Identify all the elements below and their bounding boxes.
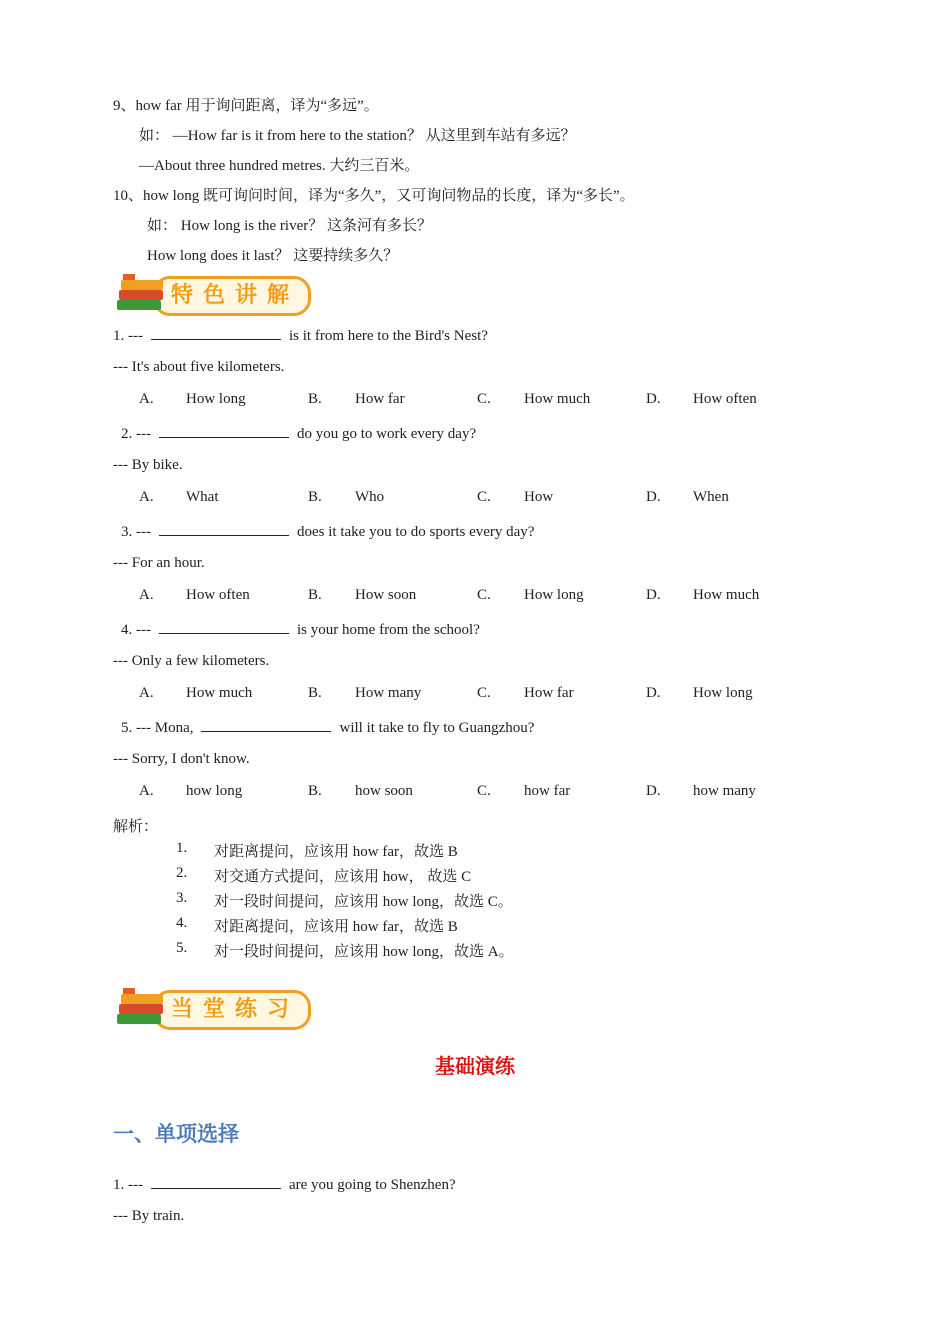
answer-blank[interactable] bbox=[159, 423, 289, 438]
subtitle: 基础演练 bbox=[435, 1054, 515, 1078]
analysis-text: 对交通方式提问，应该用 how， 故选 C bbox=[214, 869, 472, 885]
question-response: --- By bike. bbox=[113, 457, 183, 473]
exercise-answer: --- By train. bbox=[113, 1208, 185, 1224]
question-suffix: will it take to fly to Guangzhou? bbox=[339, 720, 535, 736]
analysis-text: 对距离提问，应该用 how far，故选 B bbox=[214, 919, 458, 935]
option-letter: C. bbox=[477, 391, 491, 407]
option-text[interactable]: How long bbox=[693, 685, 753, 701]
option-text[interactable]: How much bbox=[524, 391, 591, 407]
question-suffix: does it take you to do sports every day? bbox=[297, 524, 535, 540]
analysis-text: 对距离提问，应该用 how far，故选 B bbox=[214, 844, 458, 860]
option-letter: D. bbox=[646, 685, 661, 701]
books-icon bbox=[113, 984, 173, 1032]
note-9-example-2: —About three hundred metres. 大约三百米。 bbox=[139, 158, 420, 174]
option-text[interactable]: How bbox=[524, 489, 554, 505]
banner-title: 当堂练习 bbox=[171, 997, 300, 1022]
section-banner-practice bbox=[113, 984, 313, 1032]
option-text[interactable]: How many bbox=[355, 685, 422, 701]
note-10: 10、how long 既可询问时间，译为“多久”，又可询问物品的长度，译为“多长”。 bbox=[113, 188, 635, 204]
option-text[interactable]: How often bbox=[186, 587, 250, 603]
section-banner-features bbox=[113, 270, 313, 318]
answer-blank[interactable] bbox=[159, 521, 289, 536]
question-suffix: is it from here to the Bird's Nest? bbox=[289, 328, 488, 344]
option-text[interactable]: how soon bbox=[355, 783, 413, 799]
analysis-number: 2. bbox=[176, 865, 188, 881]
analysis-text: 对一段时间提问，应该用 how long，故选 A。 bbox=[214, 944, 514, 960]
exercise-prefix: 1. --- bbox=[113, 1177, 143, 1193]
option-letter: B. bbox=[308, 489, 322, 505]
option-letter: A. bbox=[139, 783, 154, 799]
exercise-question bbox=[113, 1174, 456, 1194]
option-text[interactable]: How far bbox=[355, 391, 405, 407]
option-text[interactable]: How long bbox=[186, 391, 246, 407]
option-letter: C. bbox=[477, 587, 491, 603]
note-10-example-2: How long does it last？ 这要持续多久？ bbox=[147, 248, 399, 264]
option-letter: A. bbox=[139, 685, 154, 701]
option-text[interactable]: how far bbox=[524, 783, 571, 799]
option-letter: A. bbox=[139, 587, 154, 603]
answer-blank[interactable] bbox=[159, 619, 289, 634]
option-letter: D. bbox=[646, 783, 661, 799]
answer-blank[interactable] bbox=[201, 717, 331, 732]
option-letter: D. bbox=[646, 391, 661, 407]
analysis-number: 1. bbox=[176, 840, 188, 856]
question-2 bbox=[121, 423, 476, 443]
option-letter: B. bbox=[308, 587, 322, 603]
analysis-number: 5. bbox=[176, 940, 188, 956]
option-letter: A. bbox=[139, 489, 154, 505]
answer-blank[interactable] bbox=[151, 1174, 281, 1189]
option-text[interactable]: How long bbox=[524, 587, 584, 603]
option-text[interactable]: How far bbox=[524, 685, 574, 701]
question-3 bbox=[121, 521, 534, 541]
question-prefix: 3. --- bbox=[121, 524, 151, 540]
question-response: --- It's about five kilometers. bbox=[113, 359, 285, 375]
question-response: --- Only a few kilometers. bbox=[113, 653, 270, 669]
question-prefix: 2. --- bbox=[121, 426, 151, 442]
option-letter: B. bbox=[308, 391, 322, 407]
option-letter: D. bbox=[646, 489, 661, 505]
question-1 bbox=[113, 325, 488, 345]
option-text[interactable]: how many bbox=[693, 783, 756, 799]
option-text[interactable]: How often bbox=[693, 391, 757, 407]
option-letter: C. bbox=[477, 783, 491, 799]
option-letter: C. bbox=[477, 489, 491, 505]
option-text[interactable]: What bbox=[186, 489, 219, 505]
question-response: --- For an hour. bbox=[113, 555, 205, 571]
note-9: 9、how far 用于询问距离，译为“多远”。 bbox=[113, 98, 379, 114]
note-10-example-1: 如： How long is the river？ 这条河有多长？ bbox=[147, 218, 432, 234]
question-prefix: 4. --- bbox=[121, 622, 151, 638]
question-response: --- Sorry, I don't know. bbox=[113, 751, 250, 767]
option-text[interactable]: How soon bbox=[355, 587, 417, 603]
option-text[interactable]: Who bbox=[355, 489, 385, 505]
question-suffix: is your home from the school? bbox=[297, 622, 480, 638]
analysis-number: 4. bbox=[176, 915, 188, 931]
answer-blank[interactable] bbox=[151, 325, 281, 340]
option-text[interactable]: When bbox=[693, 489, 729, 505]
option-text[interactable]: How much bbox=[186, 685, 253, 701]
analysis-number: 3. bbox=[176, 890, 188, 906]
question-5 bbox=[121, 717, 534, 737]
option-letter: B. bbox=[308, 783, 322, 799]
question-4 bbox=[121, 619, 480, 639]
exercise-suffix: are you going to Shenzhen? bbox=[289, 1177, 456, 1193]
option-text[interactable]: How much bbox=[693, 587, 760, 603]
question-suffix: do you go to work every day? bbox=[297, 426, 477, 442]
option-letter: D. bbox=[646, 587, 661, 603]
banner-title: 特色讲解 bbox=[171, 283, 300, 308]
section-heading: 一、单项选择 bbox=[113, 1122, 239, 1146]
option-letter: B. bbox=[308, 685, 322, 701]
option-letter: A. bbox=[139, 391, 154, 407]
option-text[interactable]: how long bbox=[186, 783, 243, 799]
note-9-example-1: 如： —How far is it from here to the station？ 从这里到车站有多远？ bbox=[139, 128, 576, 144]
question-prefix: 5. --- Mona, bbox=[121, 720, 194, 736]
option-letter: C. bbox=[477, 685, 491, 701]
analysis-text: 对一段时间提问，应该用 how long，故选 C。 bbox=[214, 894, 513, 910]
analysis-label: 解析： bbox=[113, 819, 159, 835]
question-prefix: 1. --- bbox=[113, 328, 143, 344]
books-icon bbox=[113, 270, 173, 318]
